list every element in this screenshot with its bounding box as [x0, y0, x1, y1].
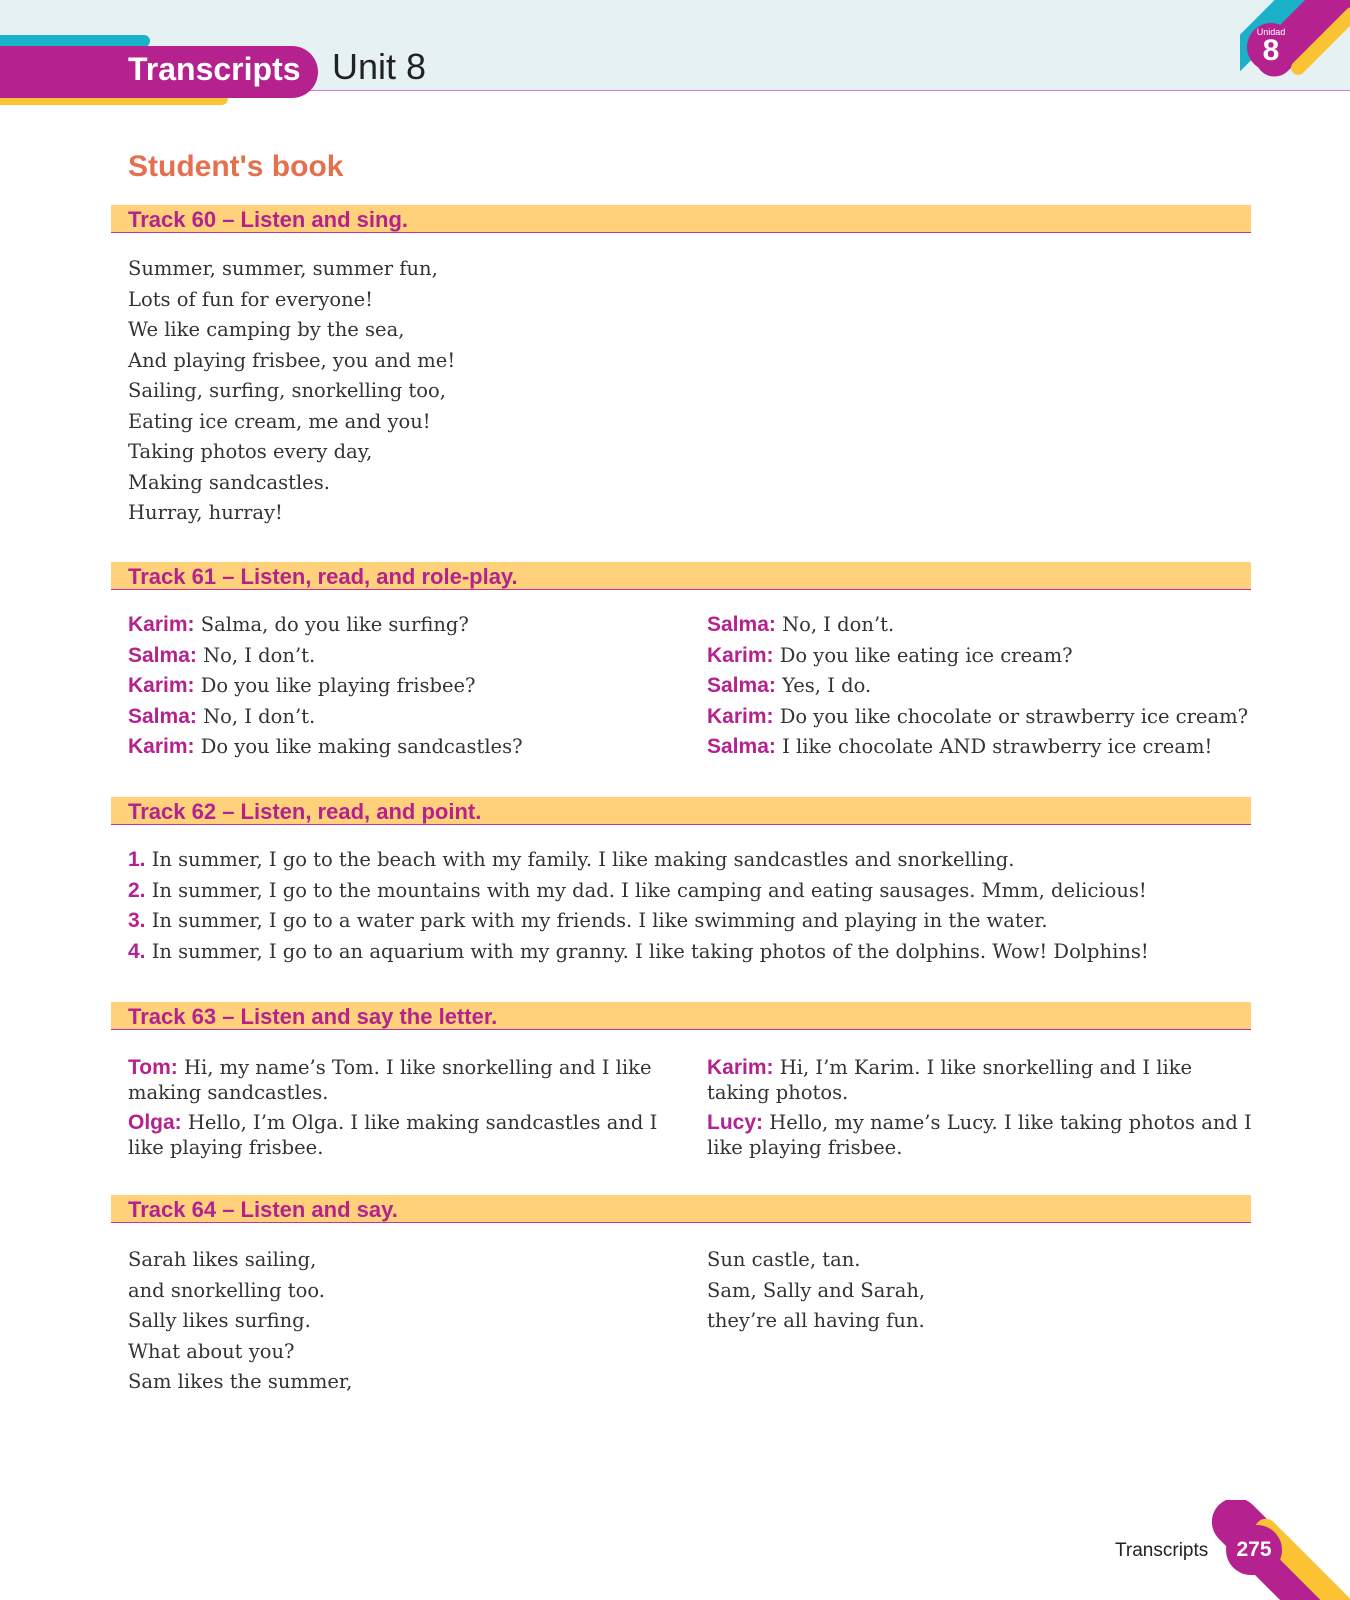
item-number: 4.	[128, 939, 146, 963]
unit-title: Unit 8	[332, 46, 427, 87]
header-title-pill	[0, 46, 318, 98]
header-label: Transcripts	[128, 51, 301, 87]
lyric-line: And playing frisbee, you and me!	[128, 348, 456, 372]
dialogue-line: Salma: No, I don’t.	[128, 704, 316, 728]
unit-badge-label: Unidad	[1256, 27, 1286, 37]
track-64-heading: Track 64 – Listen and say.	[111, 1195, 1251, 1223]
chant-line: Sarah likes sailing,	[128, 1248, 317, 1271]
track-62-heading: Track 62 – Listen, read, and point.	[111, 797, 1251, 825]
speaker-name: Lucy:	[707, 1111, 764, 1134]
lyric-line: Taking photos every day,	[128, 440, 373, 463]
lyric-line: Making sandcastles.	[128, 470, 330, 494]
dialogue-line: Salma: I like chocolate AND strawberry ice cream!	[707, 735, 1213, 758]
speaker-name: Karim:	[707, 643, 774, 667]
track-61-dialogue-left	[128, 610, 523, 763]
lyric-line: Lots of fun for everyone!	[128, 287, 374, 311]
list-item: 1. In summer, I go to the beach with my family. I like making sandcastles and snorkelling.	[128, 848, 1015, 871]
chant-line: Sam likes the summer,	[128, 1370, 353, 1393]
item-number: 3.	[128, 909, 146, 932]
page-number: 275	[1226, 1525, 1282, 1575]
item-number: 2.	[128, 878, 146, 902]
speaker-name: Salma:	[707, 613, 776, 636]
footer-label: Transcripts	[1115, 1540, 1209, 1561]
dialogue-line: Salma: No, I don’t.	[128, 643, 316, 667]
unit-badge	[1247, 23, 1295, 71]
speaker-name: Salma:	[707, 674, 776, 697]
speaker-name: Salma:	[128, 643, 197, 667]
item-number: 1.	[128, 848, 146, 871]
dialogue-line: Salma: Yes, I do.	[707, 674, 872, 697]
track-63-line: Olga: Hello, I’m Olga. I like making sandcastles and I like playing frisbee.	[128, 1111, 658, 1159]
chant-line: What about you?	[128, 1339, 295, 1363]
track-63-line: Lucy: Hello, my name’s Lucy. I like taking photos and I like playing frisbee.	[707, 1111, 1252, 1159]
lyric-line: We like camping by the sea,	[128, 318, 405, 341]
speaker-name: Salma:	[128, 704, 197, 728]
track-61-heading: Track 61 – Listen, read, and role-play.	[111, 562, 1251, 590]
list-item: 3. In summer, I go to a water park with my friends. I like swimming and playing in the water.	[128, 909, 1048, 932]
list-item: 4. In summer, I go to an aquarium with my granny. I like taking photos of the dolphins. Wow! Dolphins!	[128, 939, 1149, 963]
track-63-line: Tom: Hi, my name’s Tom. I like snorkelling and I like making sandcastles.	[128, 1056, 652, 1104]
dialogue-line: Karim: Salma, do you like surfing?	[128, 613, 469, 636]
speaker-name: Salma:	[707, 735, 776, 758]
dialogue-line: Karim: Do you like chocolate or strawberry ice cream?	[707, 704, 1249, 728]
speaker-name: Karim:	[128, 735, 195, 758]
chant-line: they’re all having fun.	[707, 1309, 925, 1332]
lyric-line: Hurray, hurray!	[128, 501, 283, 524]
unit-badge-number: 8	[1262, 34, 1280, 67]
lyric-line: Sailing, surfing, snorkelling too,	[128, 379, 446, 402]
chant-line: Sally likes surfing.	[128, 1309, 311, 1332]
track-61-dialogue-right	[707, 610, 1248, 763]
chant-line: and snorkelling too.	[128, 1278, 325, 1302]
track-63-line: Karim: Hi, I’m Karim. I like snorkelling and I like taking photos.	[707, 1056, 1193, 1104]
speaker-name: Tom:	[128, 1056, 178, 1079]
dialogue-line: Karim: Do you like making sandcastles?	[128, 735, 523, 758]
track-60-heading: Track 60 – Listen and sing.	[111, 205, 1251, 233]
track-64-chant-right	[707, 1245, 925, 1337]
lyric-line: Eating ice cream, me and you!	[128, 409, 431, 433]
speaker-name: Karim:	[707, 1056, 774, 1079]
dialogue-line: Karim: Do you like playing frisbee?	[128, 674, 476, 697]
chant-line: Sam, Sally and Sarah,	[707, 1278, 926, 1302]
chant-line: Sun castle, tan.	[707, 1248, 861, 1271]
track-64-chant-left	[128, 1245, 352, 1398]
track-63-heading: Track 63 – Listen and say the letter.	[111, 1002, 1251, 1030]
dialogue-line: Salma: No, I don’t.	[707, 613, 895, 636]
lyric-line: Summer, summer, summer fun,	[128, 257, 438, 280]
speaker-name: Karim:	[128, 674, 195, 697]
speaker-name: Olga:	[128, 1111, 182, 1134]
section-title: Student's book	[128, 150, 344, 183]
dialogue-line: Karim: Do you like eating ice cream?	[707, 643, 1073, 667]
speaker-name: Karim:	[128, 613, 195, 636]
track-62-list	[128, 845, 1149, 967]
speaker-name: Karim:	[707, 704, 774, 728]
list-item: 2. In summer, I go to the mountains with my dad. I like camping and eating sausages. Mmm, delicious!	[128, 878, 1147, 902]
track-60-lyrics	[128, 254, 455, 529]
